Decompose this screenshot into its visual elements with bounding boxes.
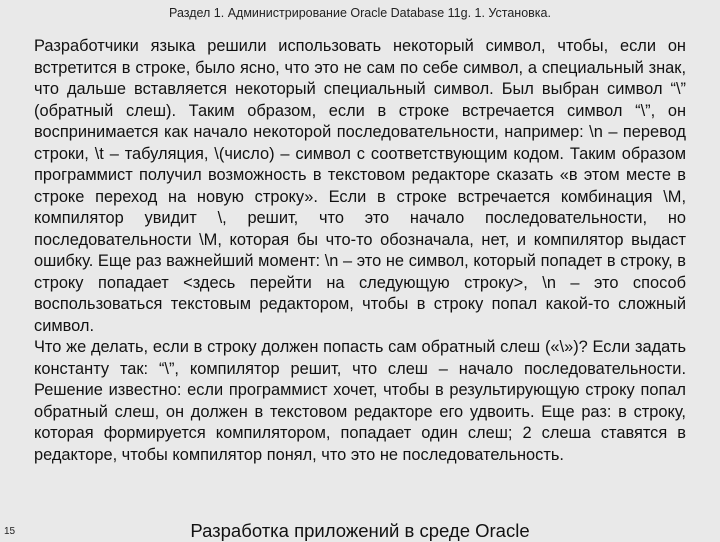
page-number: 15 — [4, 526, 16, 537]
paragraph-escape-sequences: Разработчики языка решили использовать некоторый символ, чтобы, если он встретится в строке, было ясно, что это не сам по себе символ, а специальный знак, что дальше вставляется некоторый специальный символ. Был выбран символ “\” (обратный слеш). Таким образом, если в строке встречается символ “\”, он воспринимается как начало некоторой последовательности, например: \n – перевод строки, \t – табуляция, \(число) – символ с соответствующим кодом. Таким образом программист получил возможность в текстовом редакторе сказать «в этом месте в строке переход на новую строку». Если в строке встречается комбинация \M, компилятор увидит \, решит, что это начало последовательности, но последовательности \M, которая бы что-то обозначала, нет, и компилятор выдаст ошибку. Еще раз важнейший момент: \n – это не символ, который попадет в строку, в строку попадает <здесь перейти на следующую строку>, \n – это способ воспользоваться текстовым редактором, чтобы в строку попал какой-то сложный символ. — [34, 37, 686, 335]
paragraph-backslash-doubling: Что же делать, если в строку должен попасть сам обратный слеш («\»)? Если задать константу так: “\”, компилятор решит, что слеш – начало последовательности. Решение известно: если программист хочет, чтобы в результирующую строку попал обратный слеш, он должен в текстовом редакторе его удвоить. Еще раз: в строку, которая формируется компилятором, попадает один слеш; 2 слеша ставятся в редакторе, чтобы компилятор понял, что это не последовательность. — [34, 338, 686, 464]
slide-footer: Разработка приложений в среде Oracle — [190, 520, 530, 541]
slide-body — [34, 36, 686, 466]
slide-header: Раздел 1. Администрирование Oracle Database 11g. 1. Установка. — [169, 6, 551, 20]
